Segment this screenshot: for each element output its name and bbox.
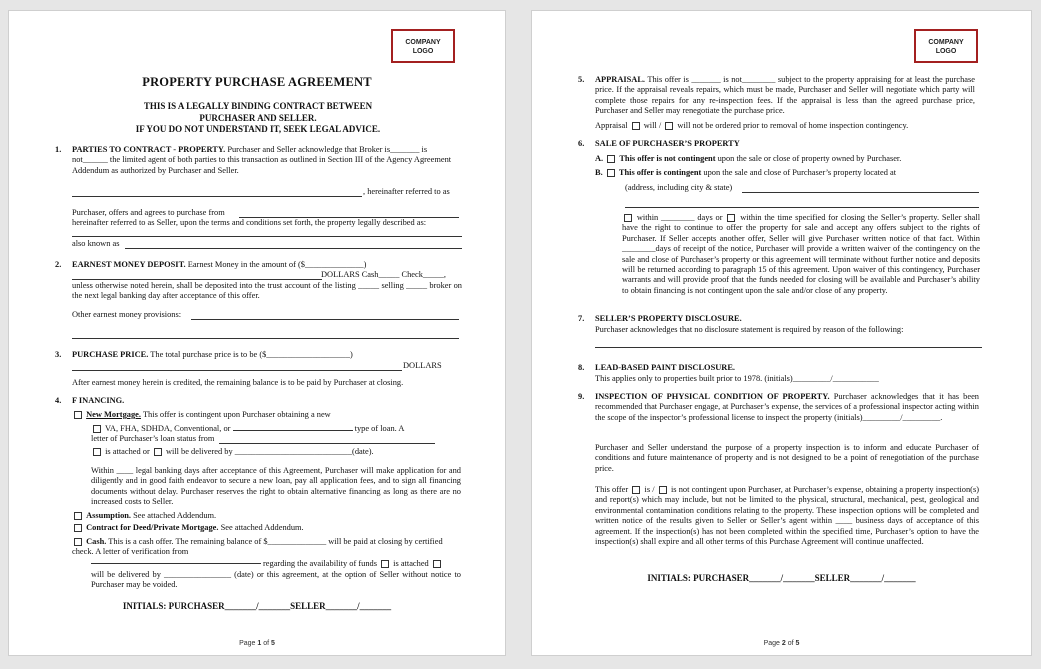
section-1-number: 1. (55, 145, 62, 154)
inspection-is-not-checkbox[interactable] (659, 486, 667, 494)
delivered-checkbox[interactable] (154, 448, 162, 456)
section-8-heading: LEAD-BASED PAINT DISCLOSURE. (595, 363, 736, 372)
section-1-text: Purchaser and Seller acknowledge that Broker is_______ is not______ the limited agent of both parties to this transaction as outlined in Section III of the Agency Agreement Addendum as authorized by Purchaser and Seller. (72, 145, 452, 175)
within-days-checkbox[interactable] (624, 214, 632, 222)
section-2-heading: EARNEST MONEY DEPOSIT. (72, 260, 186, 269)
section-3-price-text: The total purchase price is to be ($____________________) (150, 350, 353, 359)
loan-type-options (91, 424, 463, 434)
section-4-heading: F INANCING. (72, 396, 125, 405)
loan-type-suffix: type of loan. A (354, 424, 405, 433)
contingent-label: This offer is contingent (618, 168, 702, 177)
section-9-inspection (595, 392, 979, 423)
option-b-label: B. (595, 168, 603, 177)
other-provisions-field-2[interactable] (72, 338, 459, 339)
section-9-heading: INSPECTION OF PHYSICAL CONDITION OF PROPERTY. (595, 392, 830, 401)
footer-page-label: Page (763, 640, 780, 647)
section-2-earnest-money (72, 260, 464, 270)
appraisal-will-not-text: will not be ordered prior to removal of home inspection contingency. (677, 121, 909, 130)
purchaser-name-field[interactable] (72, 196, 362, 197)
earnest-amount-words-field[interactable] (72, 279, 322, 280)
loan-type-other-field[interactable] (233, 430, 353, 431)
warning-line2: PURCHASER AND SELLER. (199, 112, 317, 123)
new-mortgage-label: New Mortgage. (86, 410, 141, 419)
new-mortgage-checkbox[interactable] (74, 411, 82, 419)
funds-delivered-checkbox[interactable] (433, 560, 441, 568)
inspection-purpose-text: Purchaser and Seller understand the purpose of a property inspection is to inform and educate Purchaser of conditions and future maintenance of property and is not designed to be a point of renegotiation of the purchase price. (595, 443, 979, 473)
assumption-checkbox[interactable] (74, 512, 82, 520)
dollars-label: DOLLARS (403, 361, 442, 370)
section-5-number: 5. (578, 75, 585, 84)
company-logo-placeholder (914, 29, 978, 63)
footer-page-label: Page (239, 640, 256, 647)
company-logo-placeholder (391, 29, 455, 63)
funds-availability-text: regarding the availability of funds (263, 559, 377, 568)
also-known-as-label: also known as (72, 239, 120, 248)
page-1-initials: INITIALS: PURCHASER_______/_______SELLER_______/_______ (122, 601, 392, 611)
inspection-terms-text: is not contingent upon Purchaser, at Purchaser’s expense, obtaining a property inspection(s) and report(s) which may include, but not be limited to the physical, structural, mechanical, pest, geological and environmental contamination conditions relating to the property. These inspection options will be completed and written notice of the results given to Seller or Seller’s agent within ____ business days of acceptance of this agreement. If the inspection(s) has not been completed within the specified time, Purchaser’s option to have the inspection(s) shall expire and all other terms of this Purchase Agreement will continue unaffected. (595, 485, 980, 547)
section-7-text: Purchaser acknowledges that no disclosure statement is required by reason of the following: (595, 325, 904, 334)
purchase-from-text: Purchaser, offers and agrees to purchase from (72, 208, 225, 217)
within-time-checkbox[interactable] (727, 214, 735, 222)
section-8-text: This applies only to properties built prior to 1978. (initials)_________/___________ (595, 374, 879, 383)
also-known-as-field[interactable] (125, 248, 462, 249)
section-3-number: 3. (55, 350, 62, 359)
inspection-is-checkbox[interactable] (632, 486, 640, 494)
footer-page-number: 1 (257, 640, 262, 647)
page-2-initials: INITIALS: PURCHASER_______/_______SELLER_______/_______ (647, 573, 916, 583)
page-1-footer (9, 640, 505, 647)
section-9-number: 9. (578, 392, 585, 401)
loan-status-from-field[interactable] (219, 443, 435, 444)
address-field[interactable] (742, 192, 979, 193)
section-5-appraisal (595, 75, 975, 117)
section-2-amount: Earnest Money in the amount of ($______________) (187, 260, 367, 269)
footer-page-total: 5 (795, 640, 800, 647)
footer-page-number: 2 (781, 640, 786, 647)
footer-of-label: of (263, 640, 270, 647)
section-3-heading: PURCHASE PRICE. (72, 350, 149, 359)
contingent-text: upon the sale and close of Purchaser’s property located at (703, 168, 897, 177)
purchase-price-words-field[interactable] (72, 370, 402, 371)
attached-checkbox[interactable] (93, 448, 101, 456)
contract-for-deed-checkbox[interactable] (74, 524, 82, 532)
appraisal-will-checkbox[interactable] (632, 122, 640, 130)
appraisal-label: Appraisal (595, 121, 628, 130)
loan-types-text: VA, FHA, SDHDA, Conventional, or (104, 424, 231, 433)
inspection-contingency (595, 485, 979, 547)
disclosure-reason-field[interactable] (595, 347, 982, 348)
inspection-offer-text: This offer (595, 485, 629, 494)
financing-within-text: Within ____ legal banking days after acceptance of this Agreement, Purchaser will make application for and diligently and in good faith endeavor to secure a new loan, pay all application fees, and to sign all financing documents without delay. Purchaser reserves the right to obtain alternative financing as long as there are no increased costs to Seller. (91, 466, 461, 507)
page-2-footer (532, 640, 1031, 647)
section-8-number: 8. (578, 363, 585, 372)
document-page-1 (8, 10, 506, 656)
logo-text-line1: COMPANY (405, 39, 441, 46)
cash-checkbox[interactable] (74, 538, 82, 546)
section-9-text: Purchaser acknowledges that it has been recommended that Purchaser engage, at Purchaser’s expense, the services of a professional inspector acting within the scope of the inspector’s professional license to inspect the property (initials)_________/_________. (595, 392, 979, 422)
section-6-heading: SALE OF PURCHASER’S PROPERTY (595, 139, 740, 148)
assumption-text: See attached Addendum. (133, 511, 217, 520)
contingent-checkbox[interactable] (607, 169, 615, 177)
section-3-balance-text: After earnest money herein is credited, the remaining balance is to be paid by Purchaser at closing. (72, 378, 404, 387)
cash-label: Cash. (86, 537, 107, 546)
address-field-2[interactable] (625, 207, 979, 208)
section-5-text: This offer is _______ is not________ subject to the property appraising for at least the purchase price. If the appraisal reveals repairs, which must be made, Purchaser and Seller will negotiate which party will complete those repairs for any re-inspection fees. If the appraisal is less than the agreed purchase price, Purchaser and Seller may renegotiate the purchase price. (595, 75, 975, 116)
funds-attached-checkbox[interactable] (381, 560, 389, 568)
section-4-number: 4. (55, 396, 62, 405)
not-contingent-label: This offer is not contingent (619, 154, 716, 163)
verification-from-field[interactable] (91, 563, 261, 564)
new-mortgage-option (72, 410, 464, 420)
section-1-heading: PARTIES TO CONTRACT - PROPERTY. (72, 145, 226, 154)
legal-description-field[interactable] (72, 236, 462, 237)
section-2-number: 2. (55, 260, 62, 269)
section-3-purchase-price (72, 350, 464, 360)
delivered-text: will be delivered by ____________________________(date). (165, 447, 374, 456)
within-days-text: within ________ days or (636, 213, 723, 222)
cash-delivery-text: will be delivered by ________________ (date) or this agreement, at the option of Seller without notice to Purchaser may be voided. (91, 570, 461, 590)
not-contingent-checkbox[interactable] (607, 155, 615, 163)
document-page-2 (531, 10, 1032, 656)
contract-for-deed-text: See attached Addendum. (220, 523, 304, 532)
appraisal-order-option (595, 121, 975, 131)
other-provisions-field[interactable] (191, 319, 459, 320)
document-title: PROPERTY PURCHASE AGREEMENT (142, 75, 372, 89)
loan-letter-delivery (91, 447, 463, 457)
address-label: (address, including city & state) (625, 183, 733, 192)
legal-warning (49, 101, 467, 136)
sale-option-b (595, 168, 975, 178)
loan-type-checkbox[interactable] (93, 425, 101, 433)
other-provisions-label: Other earnest money provisions: (72, 310, 182, 319)
warning-line1: THIS IS A LEGALLY BINDING CONTRACT BETWEEN (143, 101, 373, 111)
contract-for-deed-option (72, 523, 464, 533)
contract-for-deed-label: Contract for Deed/Private Mortgage. (86, 523, 219, 532)
attached-text: is attached or (105, 447, 150, 456)
section-7-number: 7. (578, 314, 585, 323)
section-7-heading: SELLER’S PROPERTY DISCLOSURE. (595, 314, 742, 323)
cash-text: This is a cash offer. The remaining balance of $______________ will be paid at closing by certified check. A letter of verification from (72, 537, 443, 557)
assumption-label: Assumption. (86, 511, 132, 520)
appraisal-will-not-checkbox[interactable] (665, 122, 673, 130)
referred-as-text: , hereinafter referred to as (363, 187, 450, 196)
seller-definition-text: hereinafter referred to as Seller, upon the terms and conditions set forth, the property legally described as: (72, 218, 427, 227)
logo-text-line1: COMPANY (928, 39, 964, 46)
section-6-number: 6. (578, 139, 585, 148)
option-a-label: A. (595, 154, 604, 163)
cash-check-text: DOLLARS Cash_____ Check_____, (321, 270, 446, 279)
logo-text-line2: LOGO (412, 48, 434, 55)
cash-option (72, 537, 464, 558)
footer-of-label: of (787, 640, 794, 647)
not-contingent-text: upon the sale or close of property owned by Purchaser. (717, 154, 902, 163)
inspection-is-text: is / (644, 485, 655, 494)
warning-line3: IF YOU DO NOT UNDERSTAND IT, SEEK LEGAL ADVICE. (135, 124, 381, 134)
sale-option-a (595, 154, 975, 164)
section-5-heading: APPRAISAL. (595, 75, 646, 84)
logo-text-line2: LOGO (935, 48, 957, 55)
section-2-deposit-text: unless otherwise noted herein, shall be deposited into the trust account of the listing _____ selling _____ broker on the next legal banking day after acceptance of this offer. (72, 281, 462, 301)
assumption-option (72, 511, 464, 521)
funds-attached-text: is attached (393, 559, 429, 568)
footer-page-total: 5 (271, 640, 275, 647)
appraisal-will-text: will / (643, 121, 662, 130)
contingency-terms (622, 213, 980, 296)
section-1-parties (72, 145, 462, 176)
new-mortgage-text: This offer is contingent upon Purchaser obtaining a new (142, 410, 331, 419)
loan-status-letter-text: letter of Purchaser’s loan status from (91, 434, 215, 443)
contingency-terms-text: within the time specified for closing the Seller’s property. Seller shall have the right to continue to offer the property for sale and accept any offers subject to the rights of Purchaser. If Seller accepts another offer, Seller will give Purchaser written notice of that fact. Within ________days of receipt of the notice, Purchaser will provide a written waiver of the contingency on the sale and close of Purchaser’s property or this agreement will terminate without further notice and deposits will be returned according to paragraph 15 of this agreement. Upon waiver of this contingency, Purchaser warrants and will provide proof that the funds needed for closing will be available and Purchaser’s ability to obtain financing is not contingent upon the sale and/or close of any property. (622, 213, 981, 295)
funds-availability (263, 559, 463, 569)
